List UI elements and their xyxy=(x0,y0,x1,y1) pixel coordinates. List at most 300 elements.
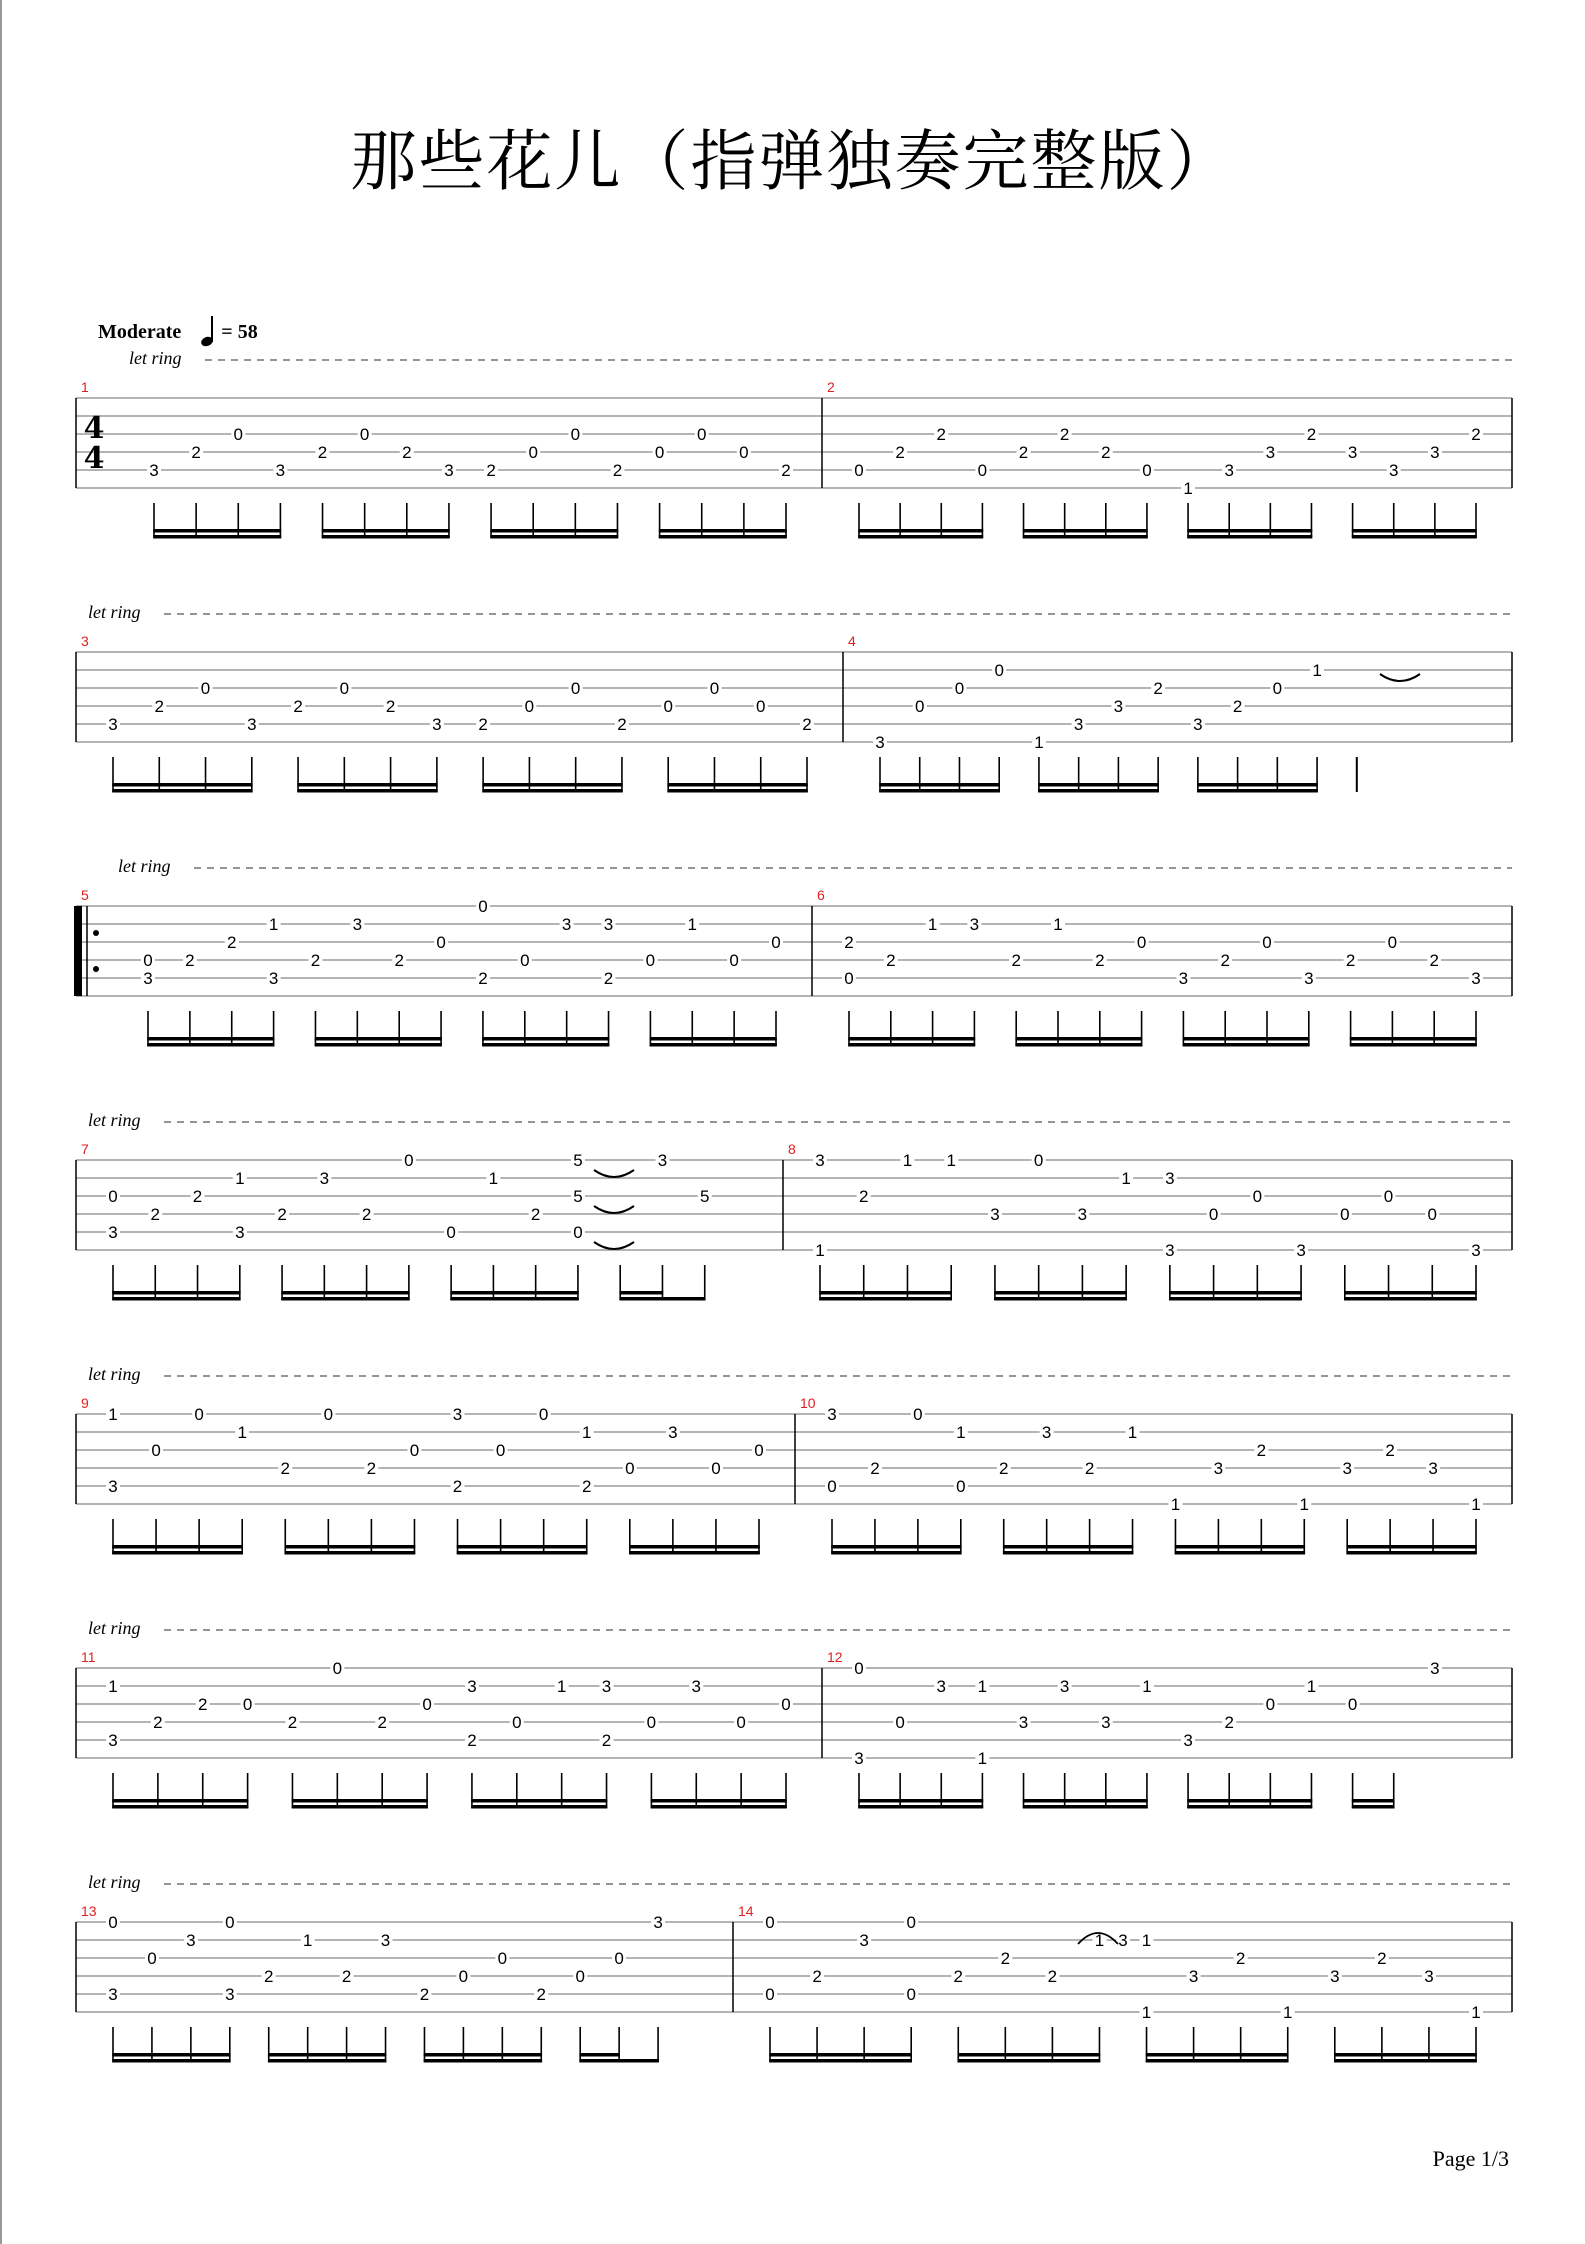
fret-number: 0 xyxy=(729,951,739,970)
fret-number: 1 xyxy=(1121,1169,1131,1188)
measure-number: 8 xyxy=(788,1141,796,1157)
measure-number: 5 xyxy=(81,887,89,903)
fret-number: 3 xyxy=(268,969,279,988)
fret-number: 2 xyxy=(617,715,627,734)
fret-number: 2 xyxy=(280,1459,291,1478)
fret-number: 2 xyxy=(197,1695,208,1714)
fret-number: 0 xyxy=(1208,1205,1219,1224)
fret-number: 0 xyxy=(654,443,665,462)
fret-number: 0 xyxy=(575,1967,585,1986)
rhythm-beam xyxy=(292,1805,428,1809)
rhythm-beam xyxy=(284,1551,415,1555)
measure-number: 10 xyxy=(800,1395,816,1411)
fret-number: 3 xyxy=(186,1931,196,1950)
rhythm-beam xyxy=(1187,1805,1312,1809)
rhythm-beam xyxy=(819,1297,952,1301)
fret-number: 0 xyxy=(736,1713,746,1732)
rhythm-beam xyxy=(1183,1043,1310,1047)
rhythm-beam xyxy=(1352,1805,1395,1809)
let-ring-label: let ring xyxy=(129,348,182,368)
fret-number: 2 xyxy=(317,443,328,462)
fret-number: 1 xyxy=(268,915,279,934)
rhythm-beam xyxy=(1352,535,1477,539)
rhythm-beam xyxy=(322,529,450,533)
fret-number: 2 xyxy=(953,1967,964,1986)
rhythm-beam xyxy=(112,789,252,793)
rhythm-beam xyxy=(1146,2053,1289,2057)
rhythm-beam xyxy=(858,1805,983,1809)
fret-number: 3 xyxy=(1188,1967,1199,1986)
fret-number: 3 xyxy=(854,1749,864,1768)
fret-number: 0 xyxy=(512,1713,522,1732)
fret-number: 0 xyxy=(538,1405,549,1424)
fret-number: 1 xyxy=(1053,915,1063,934)
fret-number: 0 xyxy=(1272,679,1283,698)
rhythm-beam xyxy=(1038,789,1159,793)
fret-number: 2 xyxy=(191,443,201,462)
fret-number: 3 xyxy=(108,1985,118,2004)
fret-number: 3 xyxy=(1113,697,1124,716)
fret-number: 0 xyxy=(1262,933,1272,952)
rhythm-beam xyxy=(482,783,622,787)
rhythm-beam xyxy=(268,2053,386,2057)
fret-number: 2 xyxy=(1232,697,1243,716)
fret-number: 5 xyxy=(573,1151,583,1170)
rhythm-beam xyxy=(450,1297,578,1301)
fret-number: 0 xyxy=(645,951,656,970)
fret-number: 0 xyxy=(914,697,925,716)
rhythm-beam xyxy=(1146,2059,1289,2063)
fret-number: 1 xyxy=(927,915,938,934)
fret-number: 1 xyxy=(1034,733,1044,752)
fret-number: 2 xyxy=(1220,951,1230,970)
measure-number: 3 xyxy=(81,633,89,649)
rhythm-beam xyxy=(292,1799,428,1803)
fret-number: 0 xyxy=(458,1967,469,1986)
fret-number: 3 xyxy=(657,1151,668,1170)
rhythm-beam xyxy=(153,535,281,539)
rhythm-beam xyxy=(1346,1551,1476,1555)
rhythm-beam xyxy=(1169,1291,1302,1295)
rhythm-beam xyxy=(297,789,437,793)
fret-number: 0 xyxy=(827,1477,837,1496)
fret-number: 3 xyxy=(275,461,286,480)
rhythm-beam xyxy=(1175,1545,1305,1549)
fret-number: 3 xyxy=(1183,1731,1193,1750)
fret-number: 0 xyxy=(614,1949,624,1968)
fret-number: 0 xyxy=(200,679,211,698)
fret-number: 3 xyxy=(143,969,153,988)
repeat-bar-thick xyxy=(74,906,82,996)
rhythm-beam xyxy=(457,1551,588,1555)
fret-number: 2 xyxy=(1000,1949,1011,1968)
fret-number: 2 xyxy=(287,1713,298,1732)
fret-number: 0 xyxy=(528,443,538,462)
fret-number: 1 xyxy=(956,1423,966,1442)
fret-number: 2 xyxy=(1095,951,1105,970)
fret-number: 1 xyxy=(235,1169,245,1188)
fret-number: 1 xyxy=(1141,2003,1152,2022)
fret-number: 0 xyxy=(497,1949,508,1968)
repeat-dot xyxy=(93,930,99,936)
fret-number: 3 xyxy=(1193,715,1203,734)
fret-number: 1 xyxy=(977,1677,988,1696)
fret-number: 1 xyxy=(1471,1495,1481,1514)
measure-number: 14 xyxy=(738,1903,754,1919)
fret-number: 0 xyxy=(854,461,864,480)
fret-number: 2 xyxy=(895,443,905,462)
rhythm-beam xyxy=(1183,1037,1310,1041)
fret-number: 3 xyxy=(380,1931,391,1950)
fret-number: 0 xyxy=(906,1985,916,2004)
fret-number: 1 xyxy=(108,1405,118,1424)
fret-number: 3 xyxy=(1330,1967,1340,1986)
rhythm-beam xyxy=(147,1043,274,1047)
fret-number: 3 xyxy=(1430,443,1440,462)
fret-number: 0 xyxy=(1340,1205,1350,1224)
rhythm-beam xyxy=(994,1297,1127,1301)
fret-number: 1 xyxy=(1282,2003,1293,2022)
fret-number: 0 xyxy=(711,1459,721,1478)
rhythm-beam xyxy=(629,1551,760,1555)
rhythm-beam xyxy=(651,1799,787,1803)
fret-number: 3 xyxy=(990,1205,1000,1224)
fret-number: 1 xyxy=(1094,1931,1105,1950)
fret-number: 0 xyxy=(913,1405,923,1424)
fret-number: 0 xyxy=(854,1659,864,1678)
fret-number: 2 xyxy=(1385,1441,1395,1460)
rhythm-beam xyxy=(1346,1545,1476,1549)
tie-arc xyxy=(1380,674,1420,681)
fret-number: 3 xyxy=(108,715,118,734)
fret-number: 2 xyxy=(310,951,321,970)
fret-number: 3 xyxy=(561,915,572,934)
rhythm-beam xyxy=(112,1291,240,1295)
rhythm-beam xyxy=(1169,1297,1302,1301)
fret-number: 0 xyxy=(1033,1151,1044,1170)
fret-number: 3 xyxy=(108,1223,118,1242)
fret-number: 0 xyxy=(906,1913,916,1932)
rhythm-beam xyxy=(1187,1799,1312,1803)
rhythm-beam xyxy=(1023,1805,1148,1809)
rhythm-beam xyxy=(1352,1799,1395,1803)
rhythm-beam xyxy=(147,1037,274,1041)
fret-number: 5 xyxy=(699,1187,710,1206)
fret-number: 2 xyxy=(1011,951,1021,970)
fret-number: 0 xyxy=(573,1223,583,1242)
rhythm-beam xyxy=(315,1043,442,1047)
rhythm-beam xyxy=(482,789,622,793)
fret-number: 0 xyxy=(771,933,781,952)
fret-number: 0 xyxy=(765,1913,775,1932)
fret-number: 2 xyxy=(385,697,396,716)
rhythm-beam xyxy=(957,2059,1100,2063)
fret-number: 0 xyxy=(1427,1205,1438,1224)
fret-number: 3 xyxy=(603,915,614,934)
fret-number: 3 xyxy=(1471,969,1481,988)
measure-number: 7 xyxy=(81,1141,89,1157)
rhythm-beam xyxy=(1344,1297,1477,1301)
fret-number: 1 xyxy=(237,1423,247,1442)
fret-number: 2 xyxy=(536,1985,547,2004)
fret-number: 1 xyxy=(556,1677,567,1696)
fret-number: 0 xyxy=(524,697,535,716)
fret-number: 2 xyxy=(1471,425,1481,444)
rhythm-beam xyxy=(1003,1545,1133,1549)
fret-number: 3 xyxy=(1342,1459,1352,1478)
rhythm-beam xyxy=(284,1545,415,1549)
fret-number: 1 xyxy=(1141,1931,1152,1950)
fret-number: 3 xyxy=(601,1677,612,1696)
fret-number: 0 xyxy=(954,679,965,698)
rhythm-beam xyxy=(1023,529,1148,533)
rhythm-beam xyxy=(490,535,618,539)
fret-number: 2 xyxy=(858,1187,869,1206)
rhythm-beam xyxy=(858,535,983,539)
fret-number: 2 xyxy=(226,933,237,952)
fret-number: 2 xyxy=(844,933,854,952)
fret-number: 1 xyxy=(1471,2003,1481,2022)
rhythm-beam xyxy=(1350,1037,1477,1041)
rhythm-beam xyxy=(471,1799,607,1803)
fret-number: 0 xyxy=(332,1659,343,1678)
fret-number: 2 xyxy=(341,1967,352,1986)
fret-number: 1 xyxy=(1312,661,1322,680)
fret-number: 2 xyxy=(886,951,896,970)
fret-number: 0 xyxy=(194,1405,204,1424)
fret-number: 0 xyxy=(844,969,854,988)
rhythm-beam xyxy=(819,1291,952,1295)
fret-number: 2 xyxy=(998,1459,1009,1478)
fret-number: 2 xyxy=(603,969,614,988)
rhythm-beam xyxy=(281,1297,409,1301)
rhythm-beam xyxy=(1023,1799,1148,1803)
fret-number: 0 xyxy=(781,1695,791,1714)
fret-number: 3 xyxy=(319,1169,330,1188)
rhythm-beam xyxy=(1015,1037,1142,1041)
repeat-dot xyxy=(93,966,99,972)
rhythm-beam xyxy=(629,1545,760,1549)
fret-number: 1 xyxy=(1142,1677,1152,1696)
measure-number: 11 xyxy=(81,1649,96,1665)
rhythm-beam xyxy=(112,2059,230,2063)
fret-number: 3 xyxy=(1428,1459,1438,1478)
rhythm-beam xyxy=(315,1037,442,1041)
fret-number: 2 xyxy=(154,697,165,716)
fret-number: 2 xyxy=(419,1985,430,2004)
fret-number: 1 xyxy=(946,1151,956,1170)
fret-number: 3 xyxy=(444,461,454,480)
rhythm-beam xyxy=(112,2053,230,2057)
rhythm-beam xyxy=(1003,1551,1133,1555)
fret-number: 0 xyxy=(1383,1187,1394,1206)
fret-number: 3 xyxy=(1059,1677,1070,1696)
let-ring-label: let ring xyxy=(88,1110,141,1130)
rhythm-beam xyxy=(457,1545,588,1549)
fret-number: 3 xyxy=(827,1405,837,1424)
fret-number: 0 xyxy=(895,1713,905,1732)
rhythm-beam xyxy=(650,1037,777,1041)
rhythm-beam xyxy=(1175,1551,1305,1555)
fret-number: 0 xyxy=(233,425,244,444)
fret-number: 2 xyxy=(293,697,303,716)
measure-number: 2 xyxy=(827,379,835,395)
fret-number: 1 xyxy=(1299,1495,1310,1514)
fret-number: 0 xyxy=(478,897,488,916)
fret-number: 3 xyxy=(668,1423,678,1442)
rhythm-beam xyxy=(659,535,787,539)
fret-number: 2 xyxy=(377,1713,387,1732)
fret-number: 3 xyxy=(1178,969,1189,988)
fret-number: 2 xyxy=(1084,1459,1095,1478)
fret-number: 0 xyxy=(1252,1187,1263,1206)
fret-number: 2 xyxy=(478,969,488,988)
fret-number: 2 xyxy=(452,1477,463,1496)
measure-number: 6 xyxy=(817,887,825,903)
rhythm-beam xyxy=(281,1291,409,1295)
fret-number: 2 xyxy=(1224,1713,1234,1732)
fret-number: 3 xyxy=(149,461,159,480)
fret-number: 3 xyxy=(1077,1205,1088,1224)
fret-number: 3 xyxy=(969,915,980,934)
fret-number: 0 xyxy=(436,933,446,952)
fret-number: 3 xyxy=(1165,1169,1175,1188)
fret-number: 0 xyxy=(108,1187,118,1206)
fret-number: 3 xyxy=(1073,715,1084,734)
fret-number: 3 xyxy=(352,915,363,934)
rhythm-beam xyxy=(831,1551,961,1555)
fret-number: 0 xyxy=(108,1913,118,1932)
fret-number: 0 xyxy=(765,1985,775,2004)
fret-number: 2 xyxy=(1047,1967,1058,1986)
rhythm-beam xyxy=(112,1805,248,1809)
fret-number: 3 xyxy=(1430,1659,1440,1678)
fret-number: 0 xyxy=(147,1949,157,1968)
rhythm-beam xyxy=(1334,2053,1477,2057)
fret-number: 0 xyxy=(225,1913,235,1932)
rhythm-beam xyxy=(1038,783,1159,787)
rhythm-beam xyxy=(667,783,807,787)
rhythm-beam xyxy=(112,783,252,787)
fret-number: 3 xyxy=(1224,461,1234,480)
fret-number: 3 xyxy=(1471,1241,1481,1260)
fret-number: 2 xyxy=(936,425,947,444)
fret-number: 3 xyxy=(452,1405,463,1424)
fret-number: 2 xyxy=(486,461,496,480)
fret-number: 2 xyxy=(478,715,488,734)
fret-number: 0 xyxy=(994,661,1004,680)
tie-arc xyxy=(594,1206,634,1213)
time-signature-bottom: 4 xyxy=(83,441,105,476)
rhythm-beam xyxy=(1023,535,1148,539)
tie-arc xyxy=(594,1170,634,1177)
rhythm-beam xyxy=(482,1043,609,1047)
time-signature-top: 4 xyxy=(83,411,105,446)
fret-number: 2 xyxy=(402,443,412,462)
fret-number: 2 xyxy=(1306,425,1317,444)
fret-number: 2 xyxy=(1018,443,1029,462)
rhythm-beam xyxy=(268,2059,386,2063)
measure-number: 13 xyxy=(81,1903,97,1919)
fret-number: 0 xyxy=(1142,461,1152,480)
fret-number: 0 xyxy=(446,1223,456,1242)
rhythm-beam xyxy=(1197,789,1318,793)
fret-number: 1 xyxy=(108,1677,118,1696)
rhythm-beam xyxy=(297,783,437,787)
rhythm-beam xyxy=(112,1297,240,1301)
fret-number: 3 xyxy=(432,715,442,734)
fret-number: 3 xyxy=(1118,1931,1128,1950)
fret-number: 2 xyxy=(1429,951,1439,970)
let-ring-label: let ring xyxy=(88,1872,141,1892)
fret-number: 3 xyxy=(1018,1713,1029,1732)
fret-number: 1 xyxy=(581,1423,592,1442)
rhythm-beam xyxy=(1352,529,1477,533)
fret-number: 1 xyxy=(1127,1423,1138,1442)
fret-number: 2 xyxy=(1345,951,1356,970)
fret-number: 2 xyxy=(192,1187,203,1206)
fret-number: 0 xyxy=(977,461,988,480)
fret-number: 3 xyxy=(815,1151,825,1170)
fret-number: 0 xyxy=(956,1477,966,1496)
fret-number: 0 xyxy=(663,697,673,716)
page-number: Page 1/3 xyxy=(1432,2146,1509,2171)
fret-number: 2 xyxy=(150,1205,161,1224)
fret-number: 3 xyxy=(247,715,257,734)
fret-number: 0 xyxy=(646,1713,657,1732)
rhythm-beam xyxy=(848,1043,975,1047)
rhythm-beam xyxy=(1350,1043,1477,1047)
fret-number: 3 xyxy=(108,1477,118,1496)
rhythm-beam xyxy=(153,529,281,533)
fret-number: 0 xyxy=(495,1441,506,1460)
fret-number: 0 xyxy=(1265,1695,1276,1714)
fret-number: 2 xyxy=(812,1967,822,1986)
rhythm-beam xyxy=(1187,535,1312,539)
rhythm-beam xyxy=(848,1037,975,1041)
fret-number: 3 xyxy=(1304,969,1314,988)
fret-number: 2 xyxy=(1101,443,1111,462)
fret-number: 2 xyxy=(263,1967,274,1986)
fret-number: 3 xyxy=(1424,1967,1434,1986)
fret-number: 3 xyxy=(1265,443,1276,462)
rhythm-beam xyxy=(424,2059,542,2063)
fret-number: 2 xyxy=(781,461,791,480)
song-title: 那些花儿（指弹独奏完整版） xyxy=(350,123,1235,200)
fret-number: 2 xyxy=(153,1713,163,1732)
fret-number: 2 xyxy=(366,1459,377,1478)
rhythm-beam xyxy=(831,1545,961,1549)
fret-number: 3 xyxy=(1213,1459,1224,1478)
tempo-label: Moderate xyxy=(98,321,182,343)
rhythm-beam xyxy=(769,2053,912,2057)
fret-number: 1 xyxy=(977,1749,988,1768)
fret-number: 3 xyxy=(235,1223,245,1242)
fret-number: 2 xyxy=(870,1459,880,1478)
fret-number: 3 xyxy=(653,1913,663,1932)
fret-number: 3 xyxy=(859,1931,869,1950)
fret-number: 0 xyxy=(570,425,581,444)
fret-number: 0 xyxy=(422,1695,432,1714)
fret-number: 3 xyxy=(936,1677,947,1696)
fret-number: 0 xyxy=(1347,1695,1358,1714)
fret-number: 0 xyxy=(625,1459,635,1478)
rhythm-beam xyxy=(858,529,983,533)
fret-number: 2 xyxy=(467,1731,477,1750)
rhythm-beam xyxy=(1015,1043,1142,1047)
fret-number: 2 xyxy=(1059,425,1070,444)
fret-number: 1 xyxy=(1183,479,1193,498)
